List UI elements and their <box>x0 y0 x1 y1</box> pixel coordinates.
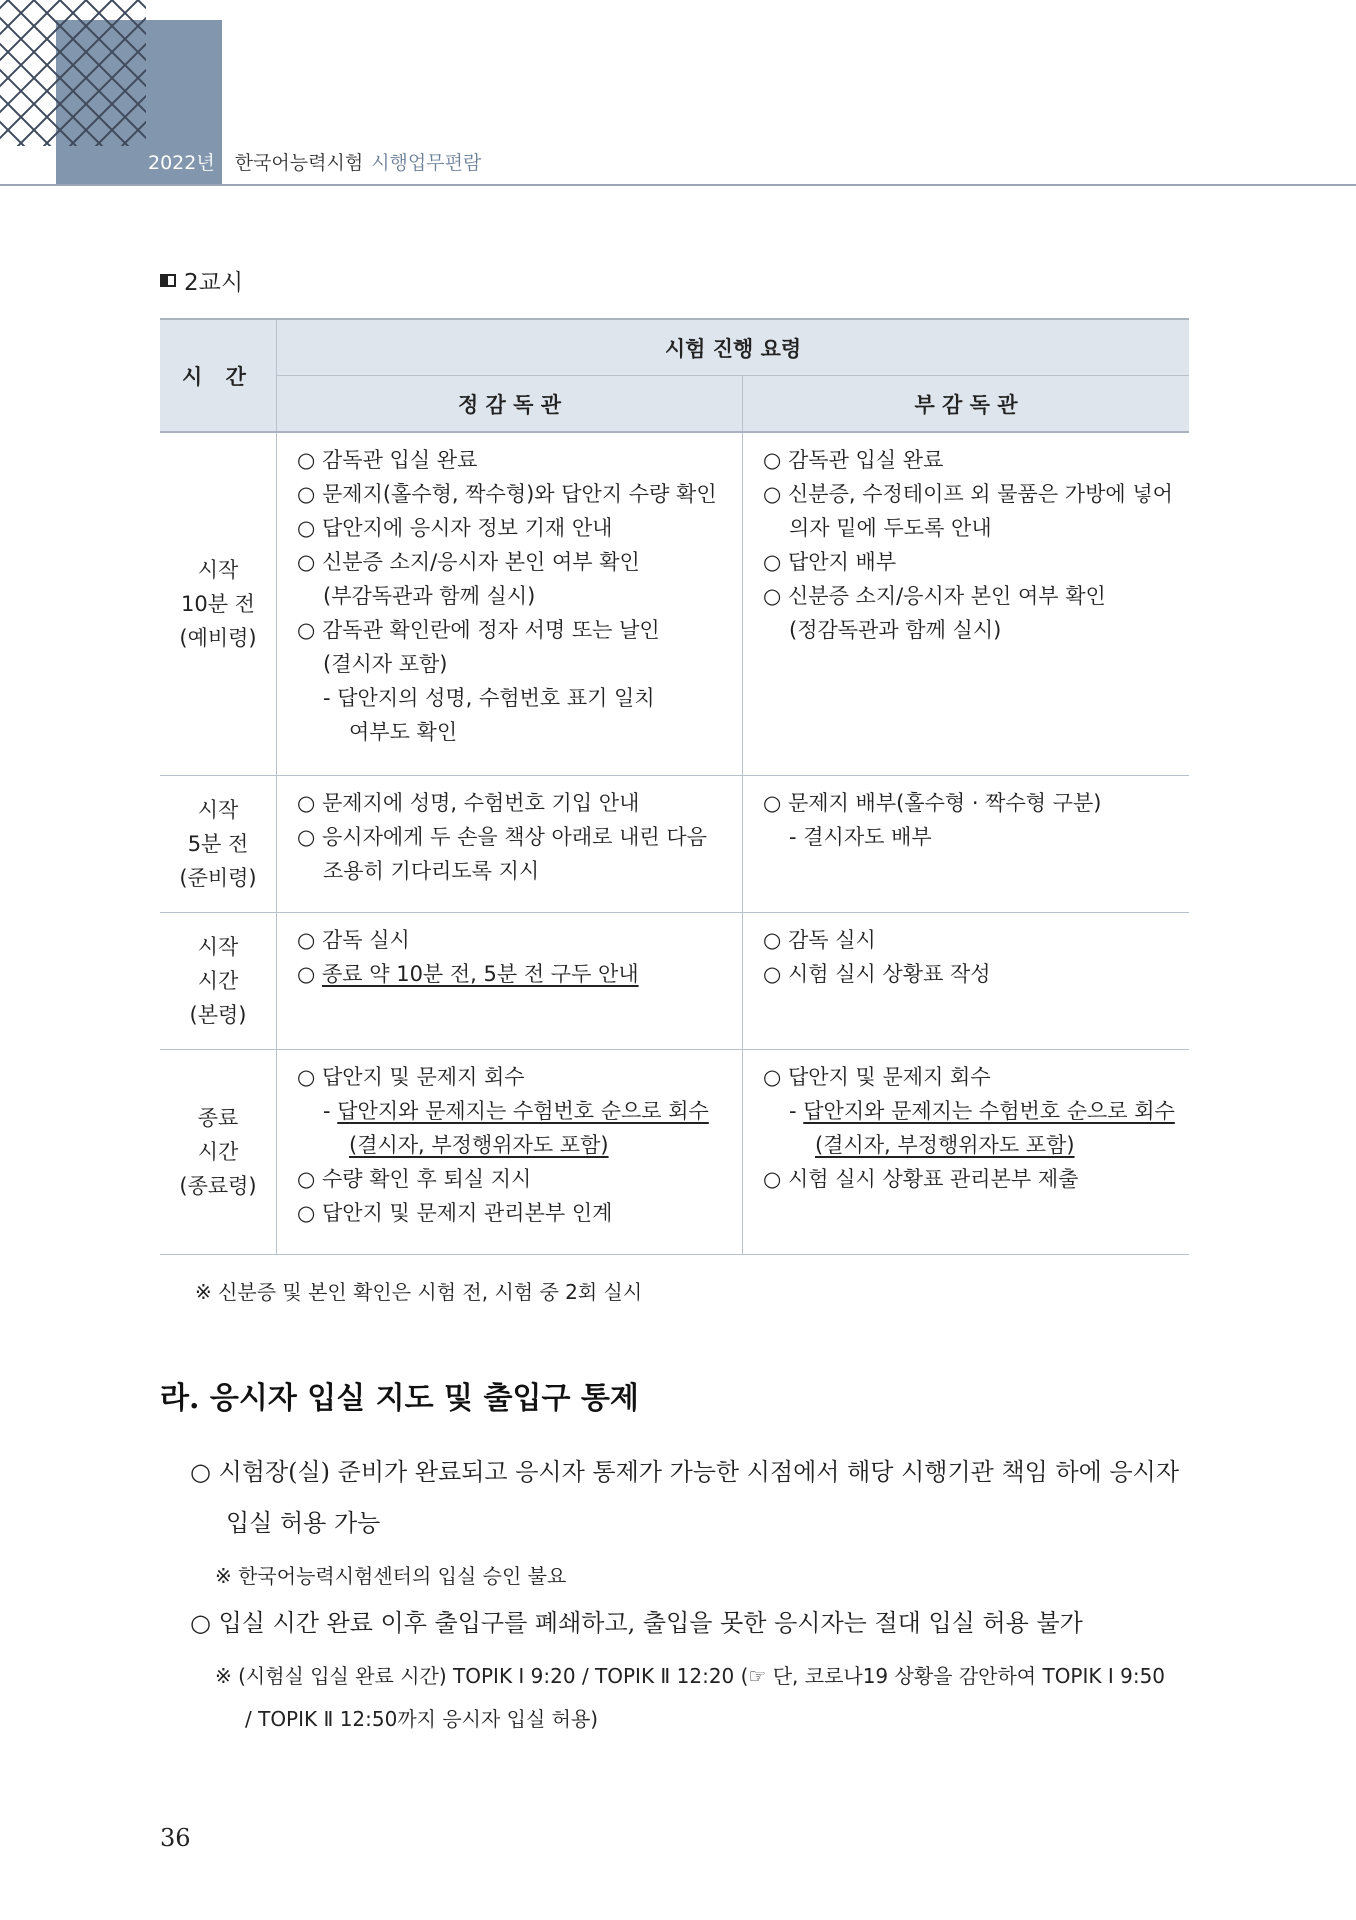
time-cell-line: 종료 <box>197 1105 239 1130</box>
instruction-line <box>297 1196 742 1230</box>
instruction-line <box>763 443 1189 477</box>
instruction-line <box>297 477 742 511</box>
paragraph-2: ○ 입실 시간 완료 이후 출입구를 폐쇄하고, 출입을 못한 응시자는 절대 입실 허용 불가 <box>190 1609 1083 1637</box>
instruction-text: ○ 감독관 입실 완료 <box>763 448 944 472</box>
instruction-text: ○ 문제지에 성명, 수험번호 기입 안내 <box>297 790 640 815</box>
time-cell-line: 시작 <box>197 934 239 959</box>
instruction-line <box>763 1162 1189 1196</box>
instruction-line <box>297 923 742 957</box>
instruction-text: (정감독관과 함께 실시) <box>789 618 1002 642</box>
instruction-line <box>763 923 1189 957</box>
instruction-line <box>763 957 1189 991</box>
instruction-text: ○ 답안지 및 문제지 회수 <box>297 1064 525 1089</box>
time-cell-line: (예비령) <box>179 625 257 650</box>
assistant-proctor-cell <box>743 775 1190 912</box>
header-rule <box>0 184 1356 186</box>
note-1: ※ 한국어능력시험센터의 입실 승인 불요 <box>215 1564 567 1588</box>
instruction-line <box>763 1128 1189 1162</box>
paragraph-1-line-2: 입실 허용 가능 <box>226 1509 381 1537</box>
table-row <box>160 912 1189 1049</box>
instruction-text: ○ 감독관 확인란에 정자 서명 또는 날인 <box>297 618 660 642</box>
instruction-line <box>297 854 742 888</box>
instruction-line <box>763 1094 1189 1128</box>
time-cell-line: 5분 전 <box>187 831 249 856</box>
chief-proctor-cell <box>277 432 743 775</box>
instruction-underlined-text: 답안지와 문제지는 수험번호 순으로 회수 <box>803 1098 1175 1123</box>
instruction-line <box>763 545 1189 579</box>
instruction-text: ○ 답안지 및 문제지 관리본부 인계 <box>297 1200 613 1225</box>
instruction-text: ○ 답안지에 응시자 정보 기재 안내 <box>297 516 613 540</box>
time-cell-line: (종료령) <box>179 1173 257 1198</box>
instruction-line <box>763 511 1189 545</box>
instruction-text: ○ 시험 실시 상황표 작성 <box>763 961 991 986</box>
header-running-title <box>148 148 481 175</box>
instruction-line <box>297 443 742 477</box>
time-cell-line: 시간 <box>197 1139 239 1164</box>
page-number: 36 <box>160 1824 191 1852</box>
chief-proctor-cell <box>277 1049 743 1254</box>
instruction-text: - 결시자도 배부 <box>789 824 932 849</box>
section-heading <box>160 264 243 297</box>
paragraph-1-line-1: ○ 시험장(실) 준비가 완료되고 응시자 통제가 가능한 시점에서 해당 시행기관 책임 하에 응시자 <box>190 1458 1180 1486</box>
instruction-line <box>763 613 1189 647</box>
time-cell-line: 시작 <box>197 557 239 582</box>
chief-proctor-header: 정 감 독 관 <box>277 376 743 433</box>
header-year: 2022년 <box>148 152 215 174</box>
instruction-text: ○ 문제지 배부(홀수형 · 짝수형 구분) <box>763 790 1102 815</box>
instruction-text: ○ 감독 실시 <box>763 927 876 952</box>
instruction-line <box>763 786 1189 820</box>
note-2-line-2: / TOPIK Ⅱ 12:50까지 응시자 입실 허용) <box>245 1707 599 1731</box>
instruction-line <box>297 786 742 820</box>
header-doc-subtitle: 시행업무편람 <box>371 152 482 174</box>
instruction-text: (부감독관과 함께 실시) <box>323 584 536 608</box>
instruction-line <box>763 477 1189 511</box>
instruction-text: ○ 문제지(홀수형, 짝수형)와 답안지 수량 확인 <box>297 482 717 506</box>
instruction-underlined-text: 종료 약 10분 전, 5분 전 구두 안내 <box>322 961 639 986</box>
instruction-line <box>297 511 742 545</box>
instruction-underlined-text: 답안지와 문제지는 수험번호 순으로 회수 <box>337 1098 709 1123</box>
procedure-table <box>160 318 1189 1255</box>
instruction-text: ○ <box>297 961 322 986</box>
table-row <box>160 1049 1189 1254</box>
instruction-text: 의자 밑에 두도록 안내 <box>789 516 992 540</box>
instruction-text: ○ 감독 실시 <box>297 927 410 952</box>
time-cell <box>160 432 277 775</box>
instruction-line <box>297 613 742 647</box>
instruction-line <box>297 681 742 715</box>
instruction-text: - <box>789 1098 804 1123</box>
table-row <box>160 775 1189 912</box>
time-cell <box>160 1049 277 1254</box>
time-cell-line: 10분 전 <box>181 591 255 616</box>
instruction-line <box>297 957 742 991</box>
instruction-line <box>763 1060 1189 1094</box>
assistant-proctor-cell <box>743 1049 1190 1254</box>
instruction-line <box>763 579 1189 613</box>
time-cell-line: (준비령) <box>179 865 257 890</box>
chief-proctor-cell <box>277 775 743 912</box>
instruction-underlined-text: (결시자, 부정행위자도 포함) <box>349 1132 609 1157</box>
instruction-line <box>297 715 742 749</box>
instruction-line <box>297 545 742 579</box>
table-header-row <box>160 319 1189 376</box>
header-doc-name: 한국어능력시험 <box>234 152 364 174</box>
instruction-line <box>297 1162 742 1196</box>
instruction-line <box>297 1060 742 1094</box>
subsection-title: 라. 응시자 입실 지도 및 출입구 통제 <box>160 1381 639 1416</box>
instruction-underlined-text: (결시자, 부정행위자도 포함) <box>815 1132 1075 1157</box>
time-cell <box>160 775 277 912</box>
table-note: ※ 신분증 및 본인 확인은 시험 전, 시험 중 2회 실시 <box>195 1280 643 1304</box>
table-body <box>160 432 1189 1254</box>
instruction-text: ○ 수량 확인 후 퇴실 지시 <box>297 1166 532 1191</box>
time-cell <box>160 912 277 1049</box>
instruction-text: ○ 감독관 입실 완료 <box>297 448 478 472</box>
time-cell-line: 시간 <box>197 968 239 993</box>
header-lattice-pattern <box>0 0 146 146</box>
assistant-proctor-cell <box>743 432 1190 775</box>
chief-proctor-cell <box>277 912 743 1049</box>
instruction-line <box>763 820 1189 854</box>
instruction-text: ○ 시험 실시 상황표 관리본부 제출 <box>763 1166 1079 1191</box>
instruction-text: ○ 답안지 및 문제지 회수 <box>763 1064 991 1089</box>
procedure-header: 시험 진행 요령 <box>277 319 1190 376</box>
instruction-line <box>297 1128 742 1162</box>
square-bullet-icon <box>160 274 176 287</box>
time-column-header: 시 간 <box>160 319 277 432</box>
instruction-line <box>297 1094 742 1128</box>
instruction-line <box>297 820 742 854</box>
instruction-text: - 답안지의 성명, 수험번호 표기 일치 <box>323 686 655 710</box>
instruction-text: 조용히 기다리도록 지시 <box>323 858 540 883</box>
assistant-proctor-cell <box>743 912 1190 1049</box>
instruction-text: ○ 응시자에게 두 손을 책상 아래로 내린 다음 <box>297 824 707 849</box>
instruction-text: (결시자 포함) <box>323 652 448 676</box>
time-cell-line: 시작 <box>197 797 239 822</box>
instruction-text: ○ 신분증 소지/응시자 본인 여부 확인 <box>297 550 640 574</box>
instruction-text: ○ 답안지 배부 <box>763 550 897 574</box>
section-title: 2교시 <box>184 270 244 296</box>
instruction-text: - <box>323 1098 338 1123</box>
time-cell-line: (본령) <box>189 1002 247 1027</box>
assistant-proctor-header: 부 감 독 관 <box>743 376 1190 433</box>
note-2-line-1: ※ (시험실 입실 완료 시간) TOPIK Ⅰ 9:20 / TOPIK Ⅱ 12:20 (☞ 단, 코로나19 상황을 감안하여 TOPIK Ⅰ 9:50 <box>215 1664 1166 1688</box>
instruction-text: ○ 신분증 소지/응시자 본인 여부 확인 <box>763 584 1106 608</box>
instruction-text: 여부도 확인 <box>349 720 458 744</box>
table-subheader-row <box>160 376 1189 433</box>
instruction-text: ○ 신분증, 수정테이프 외 물품은 가방에 넣어 <box>763 482 1173 506</box>
instruction-line <box>297 579 742 613</box>
table-row <box>160 432 1189 775</box>
instruction-line <box>297 647 742 681</box>
